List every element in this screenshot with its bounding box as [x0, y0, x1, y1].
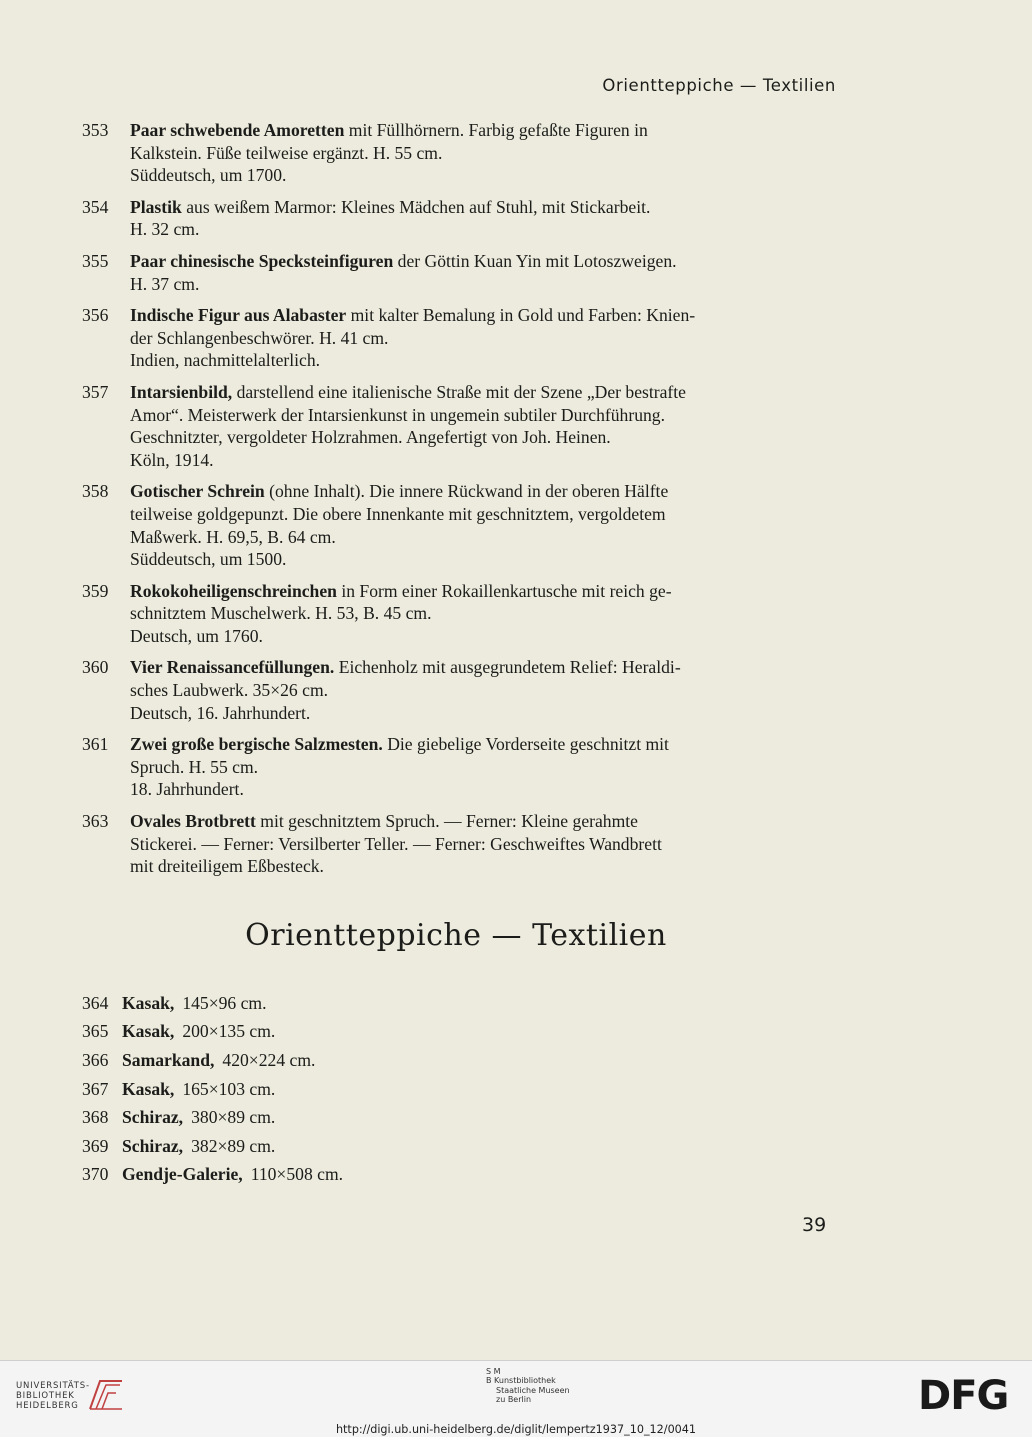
entry-line: Deutsch, um 1760. — [130, 625, 263, 646]
rug-list — [82, 989, 343, 1189]
entry-number: 357 — [82, 381, 109, 402]
rug-size: 200×135 cm. — [182, 1021, 276, 1042]
catalog-entry — [82, 733, 838, 801]
permalink-url[interactable]: http://digi.ub.uni-heidelberg.de/diglit/lempertz1937_10_12/0041 — [335, 1423, 697, 1436]
entry-description: mit kalter Bemalung in Gold und Farben: Knien- — [346, 305, 696, 326]
entry-line: Stickerei. — Ferner: Versilberter Teller. — Ferner: Geschweiftes Wandbrett — [130, 833, 662, 854]
entry-line — [130, 733, 838, 756]
entry-description: der Göttin Kuan Yin mit Lotoszweigen. — [393, 250, 677, 271]
entry-title: Gotischer Schrein — [130, 481, 265, 502]
rug-name: Samarkand, — [122, 1049, 215, 1070]
entry-line: der Schlangenbeschwörer. H. 41 cm. — [130, 327, 389, 348]
rug-item — [82, 1075, 343, 1104]
rug-item — [82, 989, 343, 1018]
entry-line — [130, 381, 838, 404]
catalog-entry — [82, 810, 838, 878]
entry-line — [130, 810, 838, 833]
entry-title: Intarsienbild, — [130, 381, 233, 402]
entry-number: 354 — [82, 196, 109, 217]
entry-line: Süddeutsch, um 1500. — [130, 549, 287, 570]
rug-size: 165×103 cm. — [182, 1078, 276, 1099]
entry-line: 18. Jahrhundert. — [130, 779, 244, 800]
rug-number: 369 — [82, 1135, 109, 1156]
catalog-entry — [82, 580, 838, 648]
stamp-line: S M — [486, 1367, 501, 1376]
stamp-line: Staatliche Museen — [496, 1385, 570, 1395]
entry-number: 358 — [82, 481, 109, 502]
entry-number: 355 — [82, 250, 109, 271]
entry-description: aus weißem Marmor: Kleines Mädchen auf Stuhl, mit Stickarbeit. — [181, 196, 651, 217]
rug-number: 370 — [82, 1164, 109, 1185]
section-title: Orientteppiche — Textilien — [245, 918, 667, 953]
catalog-entry — [82, 480, 838, 570]
entry-text — [130, 656, 838, 724]
entry-title: Plastik — [130, 196, 182, 217]
entry-title: Zwei große bergische Salzmesten. — [130, 734, 383, 755]
entry-line: Amor“. Meisterwerk der Intarsienkunst in ungemein subtiler Durchführung. — [130, 404, 666, 425]
entry-number: 359 — [82, 580, 109, 601]
entry-text — [130, 304, 838, 372]
entry-text — [130, 196, 838, 241]
entry-number: 353 — [82, 120, 109, 140]
entry-text — [130, 580, 838, 648]
entry-description: Eichenholz mit ausgegrundetem Relief: Heraldi- — [334, 657, 681, 678]
rug-name: Kasak, — [122, 1078, 175, 1099]
rug-size: 110×508 cm. — [250, 1164, 344, 1185]
stamp-line: zu Berlin — [496, 1395, 532, 1405]
rug-number: 364 — [82, 992, 109, 1013]
rug-number: 367 — [82, 1078, 109, 1099]
rug-item — [82, 1018, 343, 1047]
catalog-entry — [82, 304, 838, 372]
entry-description: mit Füllhörnern. Farbig gefaßte Figuren in — [344, 120, 648, 140]
entry-description: mit geschnitztem Spruch. — Ferner: Kleine gerahmte — [255, 811, 638, 832]
entry-title: Paar chinesische Specksteinfiguren — [130, 250, 394, 271]
entry-line — [130, 480, 838, 503]
entry-line — [130, 119, 838, 142]
catalog-entry — [82, 119, 838, 187]
entry-text — [130, 250, 838, 295]
rug-name: Kasak, — [122, 1021, 175, 1042]
rug-size: 145×96 cm. — [182, 992, 267, 1013]
library-name — [16, 1381, 90, 1411]
entry-line: H. 37 cm. — [130, 273, 200, 294]
catalog-entries — [82, 119, 838, 887]
entry-line — [130, 304, 838, 327]
rug-name: Kasak, — [122, 992, 175, 1013]
entry-line: teilweise goldgepunzt. Die obere Innenkante mit geschnitztem, vergoldetem — [130, 503, 666, 524]
viewer-footer — [0, 1360, 1032, 1437]
entry-line: mit dreiteiligem Eßbesteck. — [130, 856, 324, 877]
entry-number: 363 — [82, 811, 109, 832]
rug-size: 380×89 cm. — [191, 1107, 276, 1128]
entry-line: Indien, nachmittelalterlich. — [130, 350, 321, 371]
rug-size: 382×89 cm. — [191, 1135, 276, 1156]
rug-size: 420×224 cm. — [222, 1049, 316, 1070]
entry-text — [130, 810, 838, 878]
library-name-line: UNIVERSITÄTS- — [16, 1381, 90, 1391]
entry-line — [130, 580, 838, 603]
entry-text — [130, 381, 838, 471]
rug-item — [82, 1132, 343, 1161]
entry-title: Paar schwebende Amoretten — [130, 120, 345, 140]
entry-line: H. 32 cm. — [130, 219, 200, 240]
entry-number: 356 — [82, 305, 109, 326]
entry-text — [130, 733, 838, 801]
catalog-entry — [82, 250, 838, 295]
entry-line: sches Laubwerk. 35×26 cm. — [130, 680, 329, 701]
entry-line: Spruch. H. 55 cm. — [130, 756, 259, 777]
entry-line: Kalkstein. Füße teilweise ergänzt. H. 55 cm. — [130, 142, 443, 163]
museum-stamp — [486, 1367, 570, 1405]
entry-line: Geschnitzter, vergoldeter Holzrahmen. Angefertigt von Joh. Heinen. — [130, 427, 611, 448]
entry-line: schnitztem Muschelwerk. H. 53, B. 45 cm. — [130, 603, 432, 624]
entry-description: darstellend eine italienische Straße mit der Szene „Der bestrafte — [232, 381, 686, 402]
entry-description: (ohne Inhalt). Die innere Rückwand in der oberen Hälfte — [264, 481, 669, 502]
catalog-entry — [82, 381, 838, 471]
catalog-entry — [82, 656, 838, 724]
rug-number: 366 — [82, 1049, 109, 1070]
entry-number: 361 — [82, 734, 109, 755]
dfg-logo: DFG — [918, 1373, 1009, 1419]
rug-number: 368 — [82, 1107, 109, 1128]
rug-name: Gendje-Galerie, — [122, 1164, 243, 1185]
entry-text — [130, 480, 838, 570]
entry-title: Rokokoheiligenschreinchen — [130, 580, 337, 601]
entry-line: Maßwerk. H. 69,5, B. 64 cm. — [130, 526, 336, 547]
rug-item — [82, 1103, 343, 1132]
entry-line: Süddeutsch, um 1700. — [130, 165, 287, 186]
rug-number: 365 — [82, 1021, 109, 1042]
entry-description: in Form einer Rokaillenkartusche mit reich ge- — [336, 580, 672, 601]
rug-name: Schiraz, — [122, 1107, 184, 1128]
entry-number: 360 — [82, 657, 109, 678]
running-head: Orientteppiche — Textilien — [602, 76, 836, 95]
entry-line — [130, 196, 838, 219]
entry-description: Die giebelige Vorderseite geschnitzt mit — [382, 734, 669, 755]
entry-title: Ovales Brotbrett — [130, 811, 256, 832]
entry-line: Köln, 1914. — [130, 449, 214, 470]
page-number: 39 — [802, 1214, 827, 1236]
rug-name: Schiraz, — [122, 1135, 184, 1156]
entry-line: Deutsch, 16. Jahrhundert. — [130, 702, 311, 723]
catalog-entry — [82, 196, 838, 241]
library-name-line: BIBLIOTHEK — [16, 1391, 75, 1401]
entry-text — [130, 119, 838, 187]
stamp-line: B Kunstbibliothek — [486, 1376, 556, 1386]
entry-title: Indische Figur aus Alabaster — [130, 305, 347, 326]
rug-item — [82, 1161, 343, 1190]
entry-title: Vier Renaissancefüllungen. — [130, 657, 335, 678]
rug-item — [82, 1046, 343, 1075]
entry-line — [130, 250, 838, 273]
library-logo-icon — [86, 1377, 126, 1413]
entry-line — [130, 656, 838, 679]
library-name-line: HEIDELBERG — [16, 1401, 79, 1411]
